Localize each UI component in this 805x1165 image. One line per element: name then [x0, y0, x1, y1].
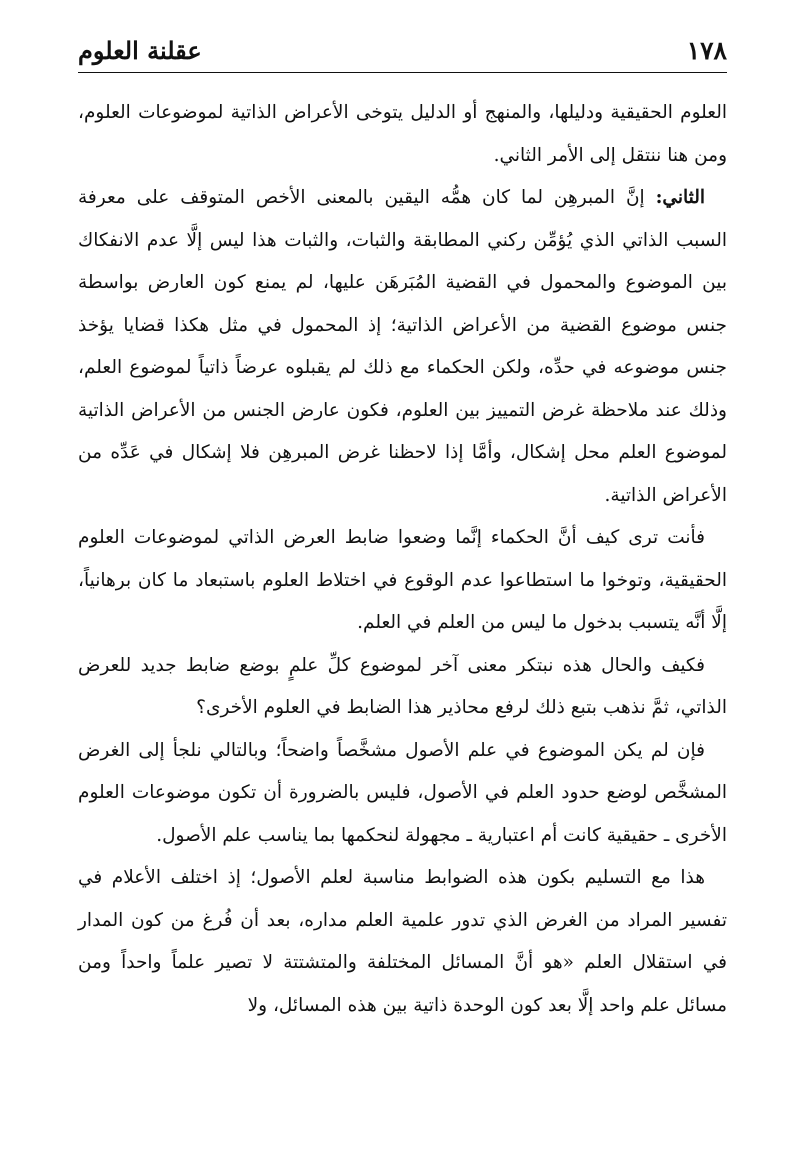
paragraph-text: فكيف والحال هذه نبتكر معنى آخر لموضوع كلِّ علمٍ بوضع ضابط جديد للعرض الذاتي، ثمَّ نذهب بتبع ذلك لرفع محاذير هذا الضابط في العلوم الأخرى؟ — [78, 654, 727, 718]
paragraph-text: العلوم الحقيقية ودليلها، والمنهج أو الدليل يتوخى الأعراض الذاتية لموضوعات العلوم، ومن هنا ننتقل إلى الأمر الثاني. — [78, 102, 727, 166]
running-header — [78, 28, 727, 73]
paragraph-text: إنَّ المبرهِن لما كان همُّه اليقين بالمعنى الأخص المتوقف على معرفة السبب الذاتي الذي يُؤمِّن ركني المطابقة والثبات، والثبات هذا ليس إلَّا عدم الانفكاك بين الموضوع والمحمول في القضية المُبَرهَن عليها، لم يمنع كون العارض بواسطة جنس موضوع القضية من الأعراض الذاتية؛ إذ المحمول في مثل هكذا قضايا يؤخذ جنس موضوعه في حدِّه، ولكن الحكماء مع ذلك لم يقبلوه عرضاً ذاتياً لموضوع العلم، وذلك عند ملاحظة غرض التمييز بين العلوم، فكون عارض الجنس من الأعراض الذاتية لموضوع العلم محل إشكال، وأمَّا إذا لاحظنا غرض المبرهِن فلا إشكال في عَدِّه من الأعراض الذاتية. — [78, 187, 727, 506]
paragraph-lead-word: الثاني: — [655, 187, 705, 208]
paragraph — [78, 730, 727, 858]
running-title: عقلنة العلوم — [78, 35, 202, 65]
paragraph-text: فأنت ترى كيف أنَّ الحكماء إنَّما وضعوا ضابط العرض الذاتي لموضوعات العلوم الحقيقية، وتوخوا ما استطاعوا عدم الوقوع في اختلاط العلوم باستبعاد ما كان برهانياً، إلَّا أنَّه يتسبب بدخول ما ليس من العلم في العلم. — [78, 527, 727, 633]
paragraph-continuation — [78, 92, 727, 177]
page-number: ١٧٨ — [686, 35, 727, 65]
body-text — [78, 92, 727, 1027]
paragraph — [78, 645, 727, 730]
paragraph-text: هذا مع التسليم بكون هذه الضوابط مناسبة لعلم الأصول؛ إذ اختلف الأعلام في تفسير المراد من الغرض الذي تدور علمية العلم مداره، بعد أن فُرغ من كون المدار في استقلال العلم «هو أنَّ المسائل المختلفة والمتشتتة لا تصير علماً واحداً ومن مسائل علم واحد إلَّا بعد كون الوحدة ذاتية بين هذه المسائل، ولا — [78, 867, 727, 1016]
paragraph — [78, 517, 727, 645]
paragraph — [78, 857, 727, 1027]
paragraph-text: فإن لم يكن الموضوع في علم الأصول مشخَّصاً واضحاً؛ وبالتالي نلجأ إلى الغرض المشخَّص لوضع حدود العلم في الأصول، فليس بالضرورة أن تكون موضوعات العلوم الأخرى ـ حقيقية كانت أم اعتبارية ـ مجهولة لنحكمها بما يناسب علم الأصول. — [78, 739, 727, 846]
paragraph-second-point — [78, 177, 727, 517]
